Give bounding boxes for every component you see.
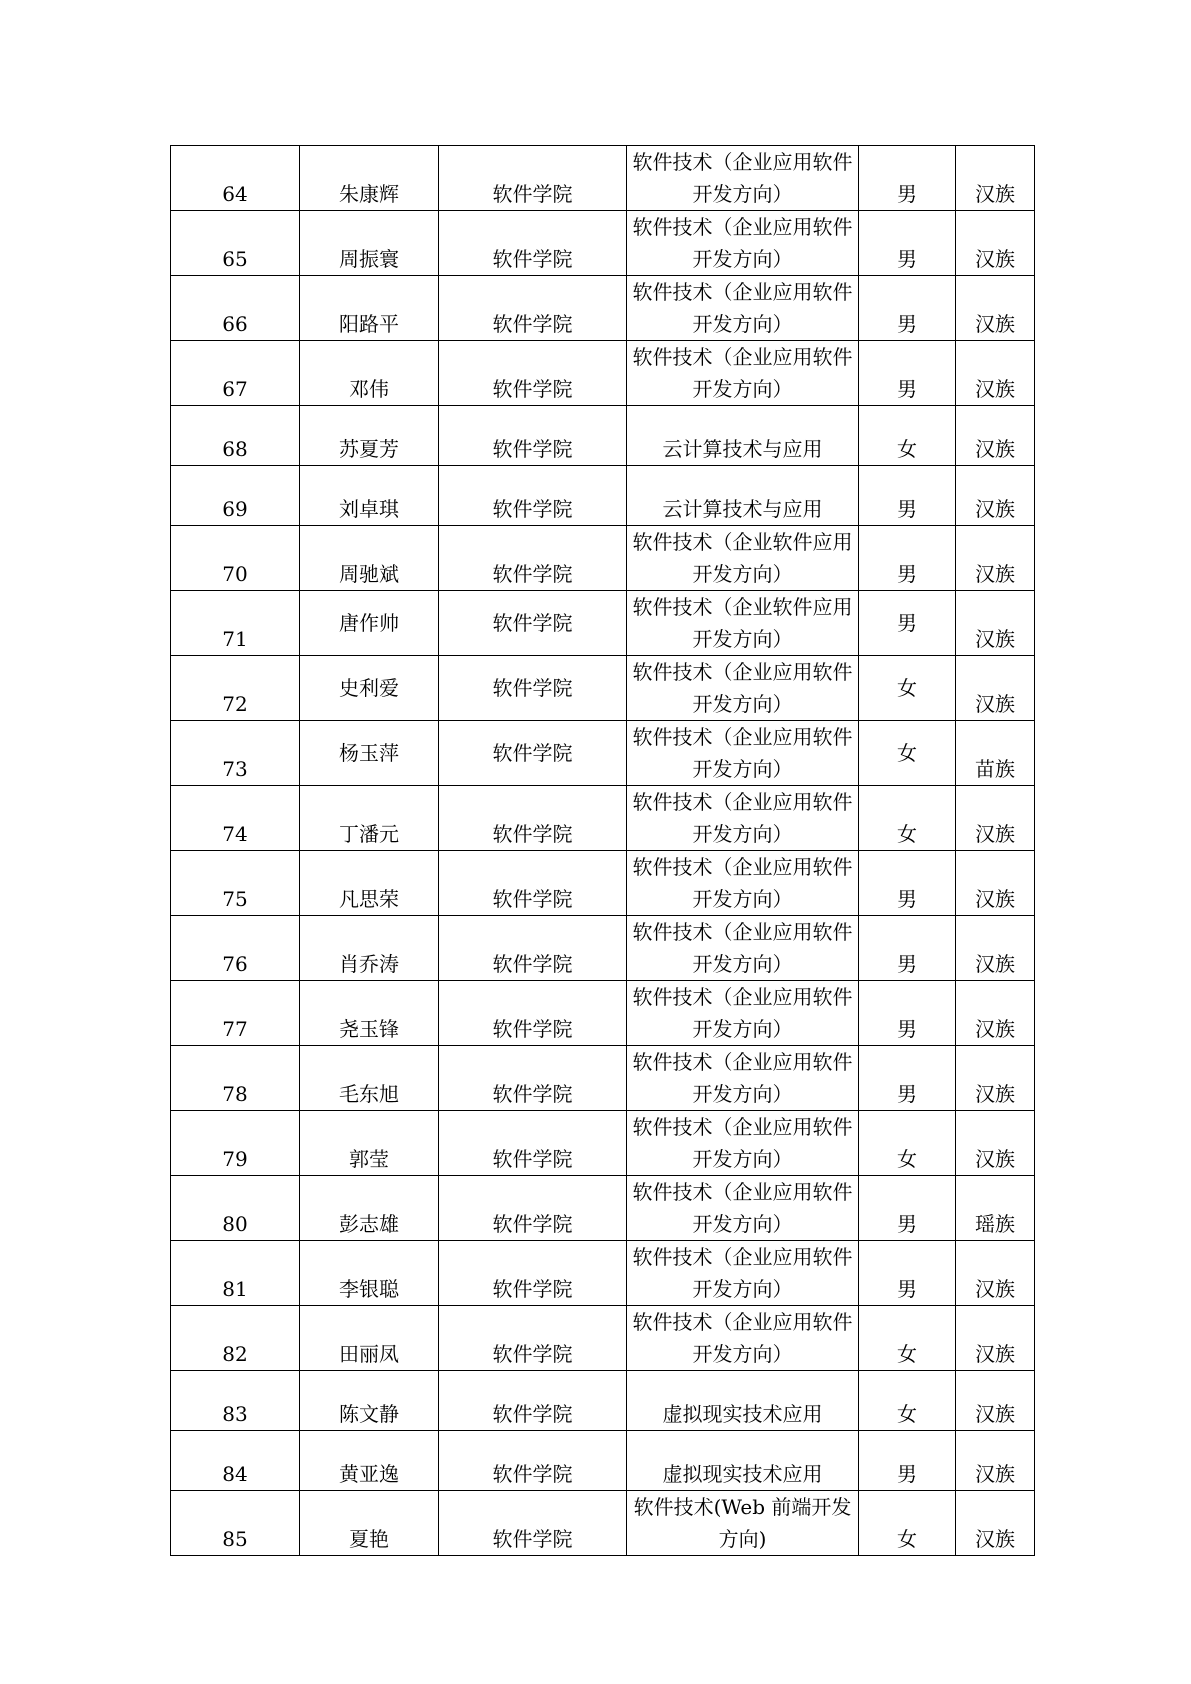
row-number-cell: 83 xyxy=(171,1371,300,1431)
student-name-cell: 唐作帅 xyxy=(300,591,439,656)
major-cell: 软件技术（企业应用软件开发方向） xyxy=(627,786,859,851)
ethnicity-cell: 汉族 xyxy=(956,276,1035,341)
college-cell: 软件学院 xyxy=(439,526,627,591)
ethnicity-cell: 汉族 xyxy=(956,1431,1035,1491)
gender-cell: 男 xyxy=(859,341,956,406)
row-number-cell: 82 xyxy=(171,1306,300,1371)
table-row xyxy=(171,1431,1035,1491)
college-cell: 软件学院 xyxy=(439,1241,627,1306)
major-cell: 虚拟现实技术应用 xyxy=(627,1431,859,1491)
table-row xyxy=(171,721,1035,786)
row-number-cell: 67 xyxy=(171,341,300,406)
gender-cell: 男 xyxy=(859,1176,956,1241)
table-row xyxy=(171,656,1035,721)
gender-cell: 女 xyxy=(859,656,956,721)
student-name-cell: 田丽凤 xyxy=(300,1306,439,1371)
gender-cell: 女 xyxy=(859,721,956,786)
table-row xyxy=(171,1046,1035,1111)
roster-body xyxy=(171,146,1035,1556)
major-cell: 软件技术（企业应用软件开发方向） xyxy=(627,1176,859,1241)
row-number-cell: 72 xyxy=(171,656,300,721)
table-row xyxy=(171,591,1035,656)
student-name-cell: 彭志雄 xyxy=(300,1176,439,1241)
college-cell: 软件学院 xyxy=(439,1491,627,1556)
table-row xyxy=(171,1241,1035,1306)
college-cell: 软件学院 xyxy=(439,466,627,526)
ethnicity-cell: 汉族 xyxy=(956,1371,1035,1431)
table-row xyxy=(171,211,1035,276)
ethnicity-cell: 汉族 xyxy=(956,786,1035,851)
table-row xyxy=(171,406,1035,466)
table-row xyxy=(171,526,1035,591)
college-cell: 软件学院 xyxy=(439,1431,627,1491)
major-cell: 软件技术（企业应用软件开发方向） xyxy=(627,1306,859,1371)
student-name-cell: 尧玉锋 xyxy=(300,981,439,1046)
college-cell: 软件学院 xyxy=(439,851,627,916)
college-cell: 软件学院 xyxy=(439,1046,627,1111)
gender-cell: 男 xyxy=(859,1431,956,1491)
college-cell: 软件学院 xyxy=(439,981,627,1046)
college-cell: 软件学院 xyxy=(439,656,627,721)
ethnicity-cell: 汉族 xyxy=(956,1111,1035,1176)
ethnicity-cell: 汉族 xyxy=(956,981,1035,1046)
ethnicity-cell: 汉族 xyxy=(956,1306,1035,1371)
gender-cell: 女 xyxy=(859,1111,956,1176)
gender-cell: 女 xyxy=(859,1306,956,1371)
row-number-cell: 77 xyxy=(171,981,300,1046)
gender-cell: 男 xyxy=(859,1241,956,1306)
student-name-cell: 李银聪 xyxy=(300,1241,439,1306)
row-number-cell: 64 xyxy=(171,146,300,211)
gender-cell: 男 xyxy=(859,851,956,916)
major-cell: 软件技术（企业应用软件开发方向） xyxy=(627,211,859,276)
gender-cell: 男 xyxy=(859,1046,956,1111)
row-number-cell: 85 xyxy=(171,1491,300,1556)
major-cell: 软件技术（企业应用软件开发方向） xyxy=(627,721,859,786)
table-row xyxy=(171,466,1035,526)
major-cell: 软件技术（企业应用软件开发方向） xyxy=(627,1046,859,1111)
ethnicity-cell: 汉族 xyxy=(956,1241,1035,1306)
student-name-cell: 邓伟 xyxy=(300,341,439,406)
row-number-cell: 65 xyxy=(171,211,300,276)
major-cell: 软件技术（企业应用软件开发方向） xyxy=(627,146,859,211)
college-cell: 软件学院 xyxy=(439,1306,627,1371)
row-number-cell: 69 xyxy=(171,466,300,526)
major-cell: 软件技术（企业应用软件开发方向） xyxy=(627,981,859,1046)
student-name-cell: 周振寰 xyxy=(300,211,439,276)
student-name-cell: 毛东旭 xyxy=(300,1046,439,1111)
major-cell: 软件技术（企业软件应用开发方向） xyxy=(627,591,859,656)
row-number-cell: 66 xyxy=(171,276,300,341)
ethnicity-cell: 汉族 xyxy=(956,146,1035,211)
gender-cell: 男 xyxy=(859,526,956,591)
major-cell: 软件技术(Web 前端开发方向) xyxy=(627,1491,859,1556)
gender-cell: 男 xyxy=(859,981,956,1046)
major-cell: 软件技术（企业应用软件开发方向） xyxy=(627,341,859,406)
student-name-cell: 夏艳 xyxy=(300,1491,439,1556)
row-number-cell: 84 xyxy=(171,1431,300,1491)
ethnicity-cell: 汉族 xyxy=(956,526,1035,591)
college-cell: 软件学院 xyxy=(439,211,627,276)
student-name-cell: 陈文静 xyxy=(300,1371,439,1431)
student-name-cell: 周驰斌 xyxy=(300,526,439,591)
major-cell: 软件技术（企业应用软件开发方向） xyxy=(627,276,859,341)
college-cell: 软件学院 xyxy=(439,1371,627,1431)
college-cell: 软件学院 xyxy=(439,916,627,981)
ethnicity-cell: 汉族 xyxy=(956,1491,1035,1556)
table-row xyxy=(171,916,1035,981)
college-cell: 软件学院 xyxy=(439,591,627,656)
student-name-cell: 史利爱 xyxy=(300,656,439,721)
ethnicity-cell: 瑶族 xyxy=(956,1176,1035,1241)
row-number-cell: 78 xyxy=(171,1046,300,1111)
college-cell: 软件学院 xyxy=(439,146,627,211)
student-name-cell: 刘卓琪 xyxy=(300,466,439,526)
college-cell: 软件学院 xyxy=(439,276,627,341)
row-number-cell: 70 xyxy=(171,526,300,591)
student-name-cell: 郭莹 xyxy=(300,1111,439,1176)
table-row xyxy=(171,146,1035,211)
student-name-cell: 肖乔涛 xyxy=(300,916,439,981)
table-row xyxy=(171,851,1035,916)
gender-cell: 男 xyxy=(859,146,956,211)
student-name-cell: 杨玉萍 xyxy=(300,721,439,786)
student-name-cell: 朱康辉 xyxy=(300,146,439,211)
gender-cell: 女 xyxy=(859,1491,956,1556)
college-cell: 软件学院 xyxy=(439,786,627,851)
row-number-cell: 71 xyxy=(171,591,300,656)
college-cell: 软件学院 xyxy=(439,1176,627,1241)
table-row xyxy=(171,1306,1035,1371)
ethnicity-cell: 汉族 xyxy=(956,916,1035,981)
ethnicity-cell: 汉族 xyxy=(956,656,1035,721)
major-cell: 云计算技术与应用 xyxy=(627,406,859,466)
row-number-cell: 81 xyxy=(171,1241,300,1306)
student-name-cell: 黄亚逸 xyxy=(300,1431,439,1491)
ethnicity-cell: 汉族 xyxy=(956,466,1035,526)
gender-cell: 男 xyxy=(859,466,956,526)
gender-cell: 男 xyxy=(859,276,956,341)
major-cell: 软件技术（企业应用软件开发方向） xyxy=(627,656,859,721)
row-number-cell: 75 xyxy=(171,851,300,916)
row-number-cell: 73 xyxy=(171,721,300,786)
gender-cell: 女 xyxy=(859,406,956,466)
row-number-cell: 74 xyxy=(171,786,300,851)
ethnicity-cell: 汉族 xyxy=(956,1046,1035,1111)
college-cell: 软件学院 xyxy=(439,1111,627,1176)
gender-cell: 男 xyxy=(859,211,956,276)
major-cell: 软件技术（企业应用软件开发方向） xyxy=(627,916,859,981)
table-row xyxy=(171,981,1035,1046)
major-cell: 软件技术（企业应用软件开发方向） xyxy=(627,1111,859,1176)
student-name-cell: 苏夏芳 xyxy=(300,406,439,466)
gender-cell: 女 xyxy=(859,786,956,851)
major-cell: 软件技术（企业应用软件开发方向） xyxy=(627,851,859,916)
major-cell: 软件技术（企业应用软件开发方向） xyxy=(627,1241,859,1306)
student-name-cell: 丁潘元 xyxy=(300,786,439,851)
ethnicity-cell: 汉族 xyxy=(956,406,1035,466)
college-cell: 软件学院 xyxy=(439,721,627,786)
ethnicity-cell: 汉族 xyxy=(956,211,1035,276)
major-cell: 虚拟现实技术应用 xyxy=(627,1371,859,1431)
student-name-cell: 阳路平 xyxy=(300,276,439,341)
ethnicity-cell: 汉族 xyxy=(956,591,1035,656)
table-row xyxy=(171,1491,1035,1556)
row-number-cell: 68 xyxy=(171,406,300,466)
ethnicity-cell: 汉族 xyxy=(956,341,1035,406)
college-cell: 软件学院 xyxy=(439,406,627,466)
major-cell: 软件技术（企业软件应用开发方向） xyxy=(627,526,859,591)
ethnicity-cell: 苗族 xyxy=(956,721,1035,786)
row-number-cell: 80 xyxy=(171,1176,300,1241)
gender-cell: 男 xyxy=(859,916,956,981)
gender-cell: 男 xyxy=(859,591,956,656)
ethnicity-cell: 汉族 xyxy=(956,851,1035,916)
row-number-cell: 79 xyxy=(171,1111,300,1176)
table-row xyxy=(171,1176,1035,1241)
major-cell: 云计算技术与应用 xyxy=(627,466,859,526)
student-name-cell: 凡思荣 xyxy=(300,851,439,916)
table-row xyxy=(171,276,1035,341)
student-roster-table xyxy=(170,145,1035,1556)
gender-cell: 女 xyxy=(859,1371,956,1431)
table-row xyxy=(171,1111,1035,1176)
table-row xyxy=(171,1371,1035,1431)
table-row xyxy=(171,786,1035,851)
table-row xyxy=(171,341,1035,406)
row-number-cell: 76 xyxy=(171,916,300,981)
college-cell: 软件学院 xyxy=(439,341,627,406)
